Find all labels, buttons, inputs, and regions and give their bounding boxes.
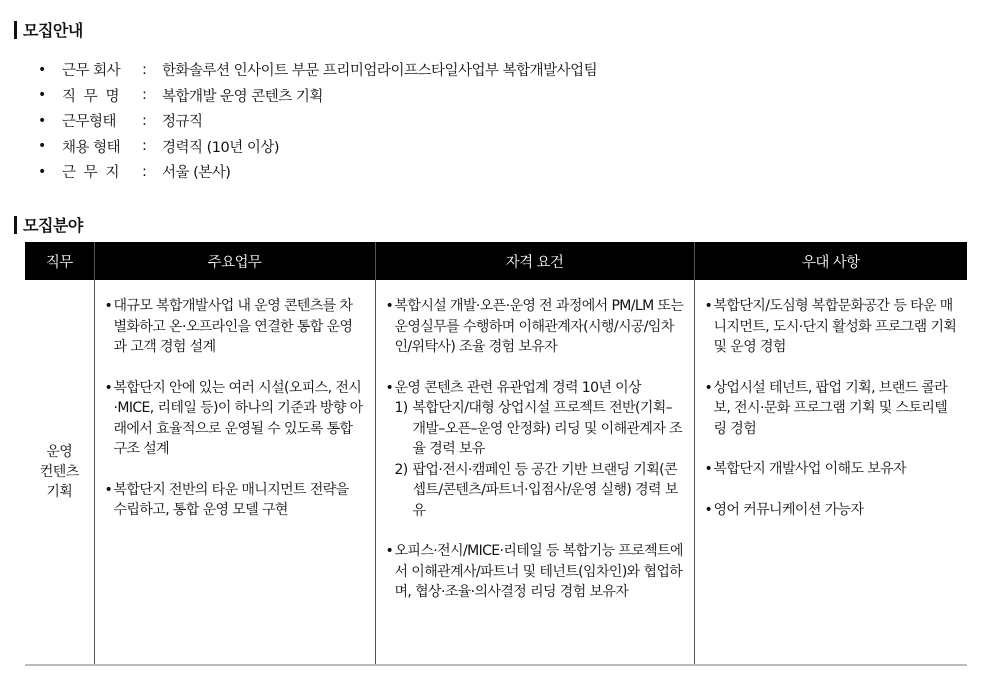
sub-list-item	[395, 398, 684, 460]
bullet-dot: •	[38, 163, 46, 180]
header-preferred: 우대 사항	[694, 242, 967, 280]
bullet-dot: •	[385, 298, 394, 314]
preferred-text: 상업시설 테넌트, 팝업 기획, 브랜드 콜라보, 전시·문화 프로그램 기획 및 스토리텔링 경험	[713, 379, 948, 437]
sub-item-text: 복합단지/대형 상업시설 프로젝트 전반(기획–개발–오픈–운영 안정화) 리딩 및 이해관계자 조율 경력 보유	[412, 400, 683, 457]
duties-cell	[94, 280, 375, 665]
list-item	[386, 378, 684, 522]
info-value: 복합개발 운영 콘텐츠 기획	[162, 88, 323, 105]
list-item	[705, 500, 958, 521]
info-value: 한화솔루션 인사이트 부문 프리미엄라이프스타일사업부 복합개발사업팀	[162, 63, 598, 80]
requirement-text: 오피스·전시/MICE·리테일 등 복합기능 프로젝트에서 이해관계사/파트너 및 테넌트(임차인)와 협업하며, 협상·조율·의사결정 리딩 경험 보유자	[394, 543, 683, 600]
duty-text: 복합단지 안에 있는 여러 시설(오피스, 전시·MICE, 리테일 등)이 하나의 기준과 방향 아래에서 효율적으로 운영될 수 있도록 통합 구조 설계	[113, 379, 363, 457]
recruit-field-table	[25, 242, 967, 666]
job-title: 운영 컨텐츠 기획	[39, 444, 79, 500]
sub-item-number: 1)	[394, 400, 408, 416]
header-job: 직무	[25, 242, 94, 280]
info-label: 근 무 지	[62, 165, 119, 182]
info-item-hire-type: • 채용 형태 : 경력직 (10년 이상)	[38, 134, 597, 160]
list-item	[386, 541, 684, 603]
info-value: 경력직 (10년 이상)	[162, 139, 280, 156]
recruit-info-list	[38, 57, 597, 185]
bullet-dot: •	[385, 379, 394, 396]
bullet-dot: •	[38, 61, 46, 78]
info-item-location: • 근 무 지 : 서울 (본사)	[38, 159, 597, 185]
list-item	[705, 459, 958, 480]
list-item	[705, 378, 958, 440]
info-label: 근무 회사	[62, 63, 121, 80]
duty-text: 복합단지 전반의 타운 매니지먼트 전략을 수립하고, 통합 운영 모델 구현	[113, 481, 349, 518]
heading-bar	[14, 216, 17, 234]
info-value: 서울 (본사)	[162, 165, 231, 182]
sub-item-number: 2)	[394, 461, 408, 478]
bullet-dot: •	[104, 481, 113, 498]
bullet-dot: •	[104, 379, 113, 396]
sub-item-text: 팝업·전시·캠페인 등 공간 기반 브랜딩 기획(콘셉트/콘텐츠/파트너·입점사/운영 실행) 경력 보유	[412, 461, 678, 519]
field-title: 모집분야	[23, 216, 83, 235]
info-label: 근무형태	[62, 114, 117, 131]
recruit-info-title: 모집안내	[23, 21, 83, 40]
bullet-dot: •	[385, 543, 394, 559]
bullet-dot: •	[38, 112, 46, 129]
requirements-cell	[375, 280, 694, 665]
bullet-dot: •	[704, 461, 713, 477]
info-item-work-type: • 근무형태 : 정규직	[38, 108, 597, 134]
info-item-job-name: • 직 무 명 : 복합개발 운영 콘텐츠 기획	[38, 83, 597, 109]
bullet-dot: •	[704, 379, 713, 396]
bullet-dot: •	[38, 87, 46, 104]
table-header-row	[25, 242, 967, 280]
preferred-cell	[694, 280, 967, 665]
field-heading	[14, 213, 83, 236]
bullet-dot: •	[704, 501, 713, 518]
info-item-company: • 근무 회사 : 한화솔루션 인사이트 부문 프리미엄라이프스타일사업부 복합개발사업팀	[38, 57, 597, 83]
job-cell	[25, 280, 94, 665]
table-row	[25, 280, 967, 665]
heading-bar	[14, 21, 17, 39]
list-item	[105, 296, 365, 358]
bullet-dot: •	[38, 138, 46, 155]
list-item	[105, 378, 365, 460]
info-value: 정규직	[162, 114, 203, 131]
info-label: 채용 형태	[62, 139, 121, 156]
preferred-text: 영어 커뮤니케이션 가능자	[713, 501, 864, 518]
bullet-dot: •	[104, 298, 113, 314]
list-item	[105, 480, 365, 521]
preferred-text: 복합단지/도심형 복합문화공간 등 타운 매니지먼트, 도시·단지 활성화 프로그램 기획 및 운영 경험	[713, 298, 957, 355]
list-item	[386, 296, 684, 358]
header-duties: 주요업무	[94, 242, 375, 280]
requirement-text: 복합시설 개발·오픈·운영 전 과정에서 PM/LM 또는 운영실무를 수행하며 이해관계자(시행/시공/임차인/위탁사) 조율 경험 보유자	[394, 298, 684, 355]
requirement-text: 운영 콘텐츠 관련 유관업계 경력 10년 이상	[394, 379, 641, 396]
header-requirements: 자격 요건	[375, 242, 694, 280]
list-item	[705, 296, 958, 358]
bullet-dot: •	[704, 298, 713, 314]
info-label: 직 무 명	[62, 88, 119, 105]
sub-list-item	[395, 460, 684, 522]
duty-text: 대규모 복합개발사업 내 운영 콘텐츠를 차별화하고 온·오프라인을 연결한 통합 운영과 고객 경험 설계	[113, 298, 353, 355]
recruit-info-heading	[14, 18, 83, 41]
preferred-text: 복합단지 개발사업 이해도 보유자	[713, 461, 906, 477]
